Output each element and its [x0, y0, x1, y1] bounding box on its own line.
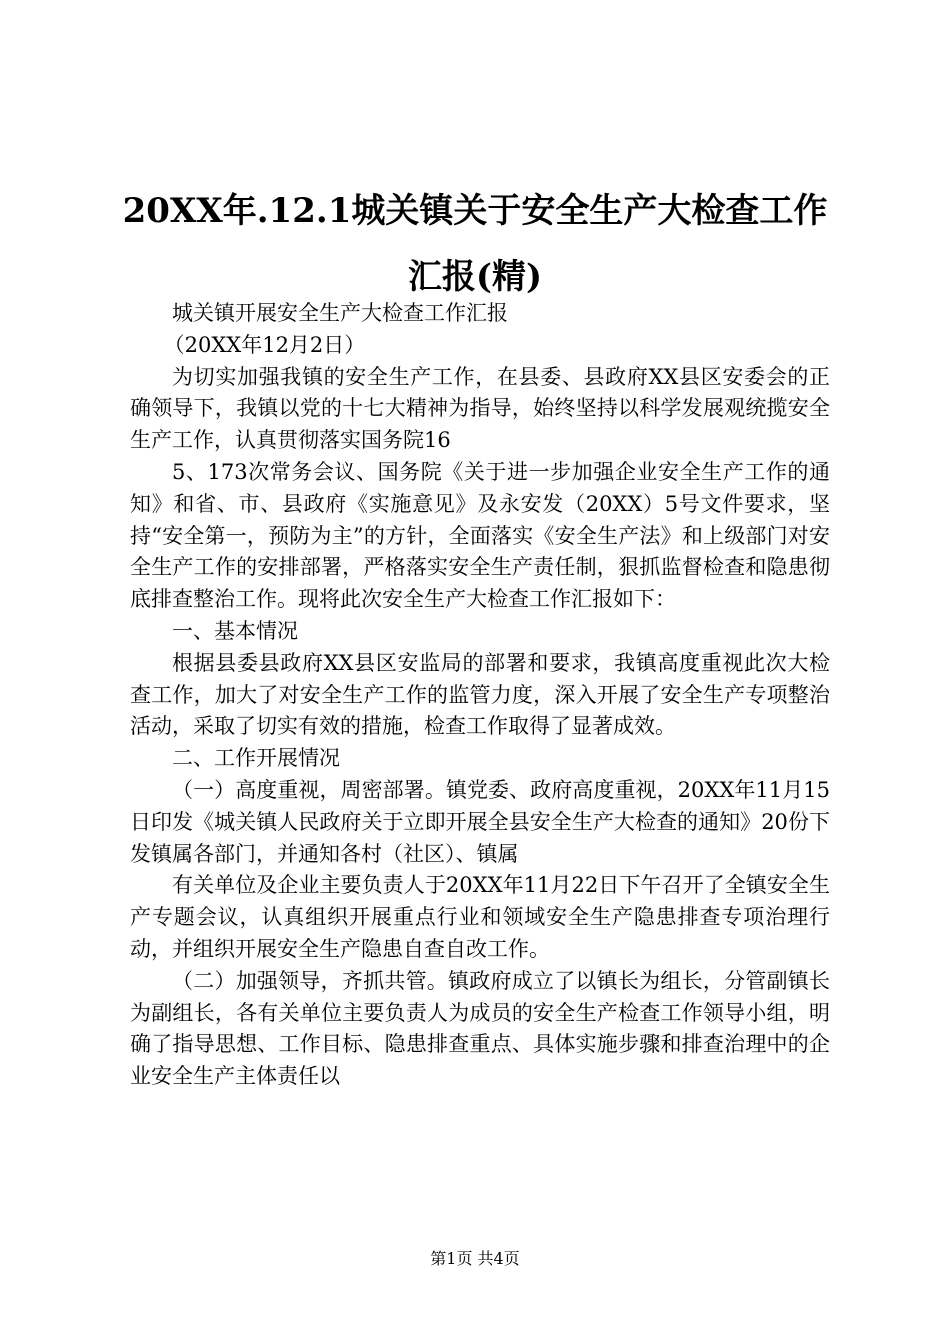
paragraph: （二）加强领导，齐抓共管。镇政府成立了以镇长为组长，分管副镇长为副组长，各有关单位主要负责人为成员的安全生产检查工作领导小组，明确了指导思想、工作目标、隐患排查重点、具体实施步骤和排查治理中的企业安全生产主体责任以 [130, 968, 830, 1089]
subtitle: 城关镇开展安全生产大检查工作汇报 [172, 301, 508, 325]
section-heading: 二、工作开展情况 [172, 746, 340, 771]
paragraph: 5、173次常务会议、国务院《关于进一步加强企业安全生产工作的通知》和省、市、县政府《实施意见》及永安发（20XX）5号文件要求，坚持“安全第一，预防为主”的方针，全面落实《安全生产法》和上级部门对安全生产工作的安排部署，严格落实安全生产责任制，狠抓监督检查和隐患彻底排查整治工作。现将此次安全生产大检查工作汇报如下： [130, 459, 830, 612]
page-number: 第1页 共4页 [430, 1249, 520, 1268]
document-title [100, 178, 850, 310]
section-heading: 一、基本情况 [172, 618, 298, 643]
paragraph: 为切实加强我镇的安全生产工作，在县委、县政府XX县区安委会的正确领导下，我镇以党的十七大精神为指导，始终坚持以科学发展观统揽安全生产工作，认真贯彻落实国务院16 [130, 364, 830, 453]
date-line: （20XX年12月2日） [163, 332, 366, 357]
paragraph: 有关单位及企业主要负责人于20XX年11月22日下午召开了全镇安全生产专题会议，认真组织开展重点行业和领域安全生产隐患排查专项治理行动，并组织开展安全生产隐患自查自改工作。 [130, 873, 830, 961]
paragraph: 根据县委县政府XX县区安监局的部署和要求，我镇高度重视此次大检查工作，加大了对安全生产工作的监管力度，深入开展了安全生产专项整治活动，采取了切实有效的措施，检查工作取得了显著成效。 [130, 650, 830, 739]
title-line-1: 20XX年.12.1城关镇关于安全生产大检查工作 [122, 191, 828, 231]
title-line-2: 汇报(精) [407, 257, 543, 297]
paragraph: （一）高度重视，周密部署。镇党委、政府高度重视，20XX年11月15日印发《城关镇人民政府关于立即开展全县安全生产大检查的通知》20份下发镇属各部门，并通知各村（社区）、镇属 [130, 777, 830, 866]
document-body [130, 298, 830, 1093]
